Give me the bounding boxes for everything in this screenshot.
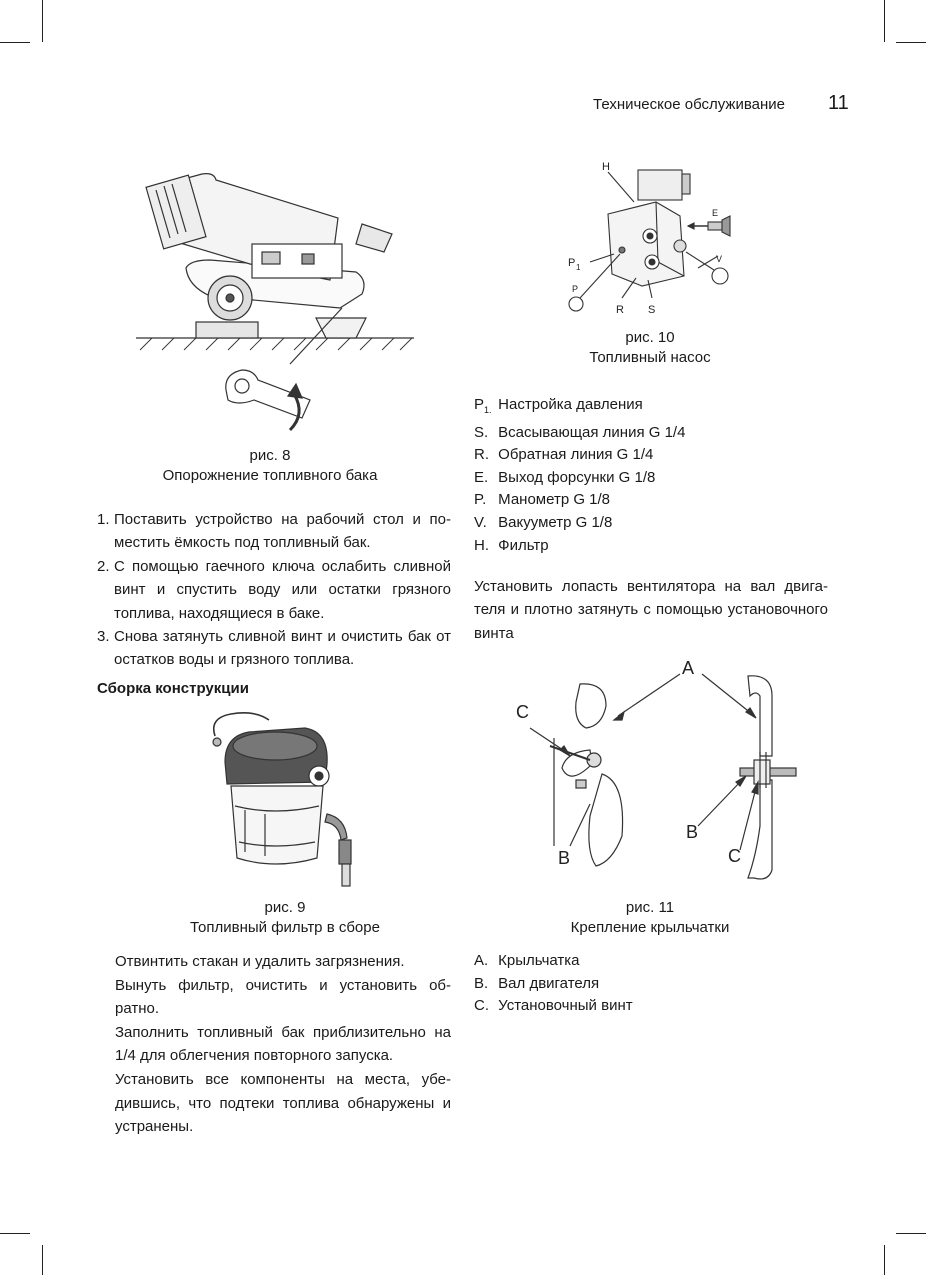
- legend-item: [474, 995, 633, 1018]
- legend-item: [474, 973, 633, 996]
- fig8-heater-drain-illustration: [130, 168, 420, 440]
- legend-text: Выход форсунки G 1/8: [498, 468, 656, 486]
- fig9-caption-number: рис. 9: [264, 899, 306, 916]
- list-item: [97, 508, 451, 555]
- legend-item: [474, 422, 685, 445]
- legend-text: Настройка давления: [498, 396, 643, 413]
- fig9-caption-title: Топливный фильтр в сборе: [190, 919, 380, 936]
- step-number: 3.: [97, 628, 110, 646]
- fig11-caption-number: рис. 11: [625, 899, 675, 916]
- legend-text: Фильтр: [498, 536, 549, 554]
- legend-key: A.: [474, 952, 489, 969]
- fig11-fan-mounting-illustration: [510, 656, 800, 888]
- fig8-caption-title: Опорожнение топливного бака: [162, 467, 378, 484]
- legend-key: E.: [474, 468, 489, 486]
- pump-callout-v: V: [716, 254, 723, 264]
- legend-text: Установочный винт: [498, 997, 633, 1015]
- fig11-caption: [500, 898, 800, 938]
- step-number: 2.: [97, 557, 110, 575]
- legend-item: [474, 535, 685, 558]
- legend-key: H.: [474, 536, 489, 554]
- crop-mark: [884, 1245, 885, 1275]
- fig9-fuel-filter-illustration: [205, 706, 365, 894]
- legend-item: [474, 489, 685, 512]
- fig10-fuel-pump-illustration: [560, 158, 750, 318]
- fan-callout-b-left: B: [558, 848, 571, 868]
- crop-mark: [0, 42, 30, 43]
- list-item: [97, 625, 451, 672]
- crop-mark: [896, 1233, 926, 1234]
- fig8-caption-number: рис. 8: [249, 447, 291, 464]
- fig9-caption: [135, 898, 435, 938]
- legend-item: [474, 444, 685, 467]
- fig10-caption-number: рис. 10: [625, 329, 675, 346]
- page-number: 11: [828, 92, 849, 114]
- legend-item: [474, 467, 685, 490]
- fig11-caption-title: Крепление крыльчатки: [570, 919, 730, 936]
- assembly-steps: [115, 950, 451, 1139]
- legend-text: Вакууметр G 1/8: [498, 513, 613, 531]
- list-item: Отвинтить стакан и удалить загрязнения.: [115, 953, 405, 970]
- fan-callout-c-left: C: [516, 702, 529, 722]
- fan-instruction: Установить лопасть вентилятора на вал двигателя и плотно затянуть с помощью установочного винта: [474, 578, 828, 642]
- pump-callout-p1-subscript: 1: [576, 263, 581, 272]
- fig8-caption: [130, 446, 410, 486]
- legend-key: $P_{1.}$: [474, 396, 492, 415]
- fig10-caption: [500, 328, 800, 368]
- pump-callout-p1: P: [568, 257, 576, 269]
- legend-item: [474, 950, 633, 973]
- legend-key: R.: [474, 446, 489, 464]
- legend-item: [474, 394, 685, 422]
- fan-callout-b-right: B: [686, 822, 699, 842]
- legend-text: Крыльчатка: [498, 952, 580, 969]
- step-text: Снова затянуть сливной винт и очистить бак от остатков воды и грязного топлива.: [114, 628, 451, 669]
- legend-key: S.: [474, 423, 489, 441]
- fig10-caption-title: Топливный насос: [589, 349, 711, 366]
- assembly-heading: Сборка конструкции: [97, 680, 249, 697]
- step-text: Поставить устройство на рабочий стол и поместить ёмкость под топливный бак.: [114, 511, 451, 552]
- list-item: Установить все компоненты на места, убедившись, что подтеки топлива обнаружены и устранены.: [115, 1070, 451, 1136]
- pump-callout-s: S: [648, 304, 656, 316]
- crop-mark: [42, 1245, 43, 1275]
- legend-key: C.: [474, 997, 489, 1015]
- list-item: [97, 555, 451, 625]
- fan-legend: [474, 950, 633, 1018]
- legend-text: Обратная линия G 1/4: [498, 446, 654, 464]
- step-text: С помощью гаечного ключа ослабить сливной винт и спустить воду или остатки грязного топлива, находящиеся в баке.: [114, 557, 451, 622]
- legend-key: P.: [474, 491, 487, 509]
- pump-callout-e: E: [712, 208, 719, 218]
- list-item: Вынуть фильтр, очистить и установить обратно.: [115, 976, 451, 1018]
- legend-key: B.: [474, 974, 489, 992]
- crop-mark: [896, 42, 926, 43]
- crop-mark: [884, 0, 885, 42]
- draining-steps-list: [97, 508, 451, 672]
- section-title: Техническое обслуживание: [593, 96, 785, 113]
- fan-callout-a: A: [682, 658, 695, 678]
- legend-text: Вал двигателя: [498, 974, 600, 992]
- legend-item: [474, 512, 685, 535]
- pump-legend: [474, 394, 685, 557]
- list-item: Заполнить топливный бак приблизительно на 1/4 для облегчения повторного запуска.: [115, 1023, 451, 1065]
- step-number: 1.: [97, 511, 110, 528]
- pump-callout-h: H: [602, 161, 610, 173]
- pump-callout-p: P: [572, 284, 579, 294]
- legend-text: Всасывающая линия G 1/4: [498, 423, 686, 441]
- legend-text: Манометр G 1/8: [498, 491, 611, 509]
- fan-callout-c-right: C: [728, 846, 741, 866]
- crop-mark: [0, 1233, 30, 1234]
- crop-mark: [42, 0, 43, 42]
- legend-key: V.: [474, 513, 487, 531]
- pump-callout-r: R: [616, 304, 624, 316]
